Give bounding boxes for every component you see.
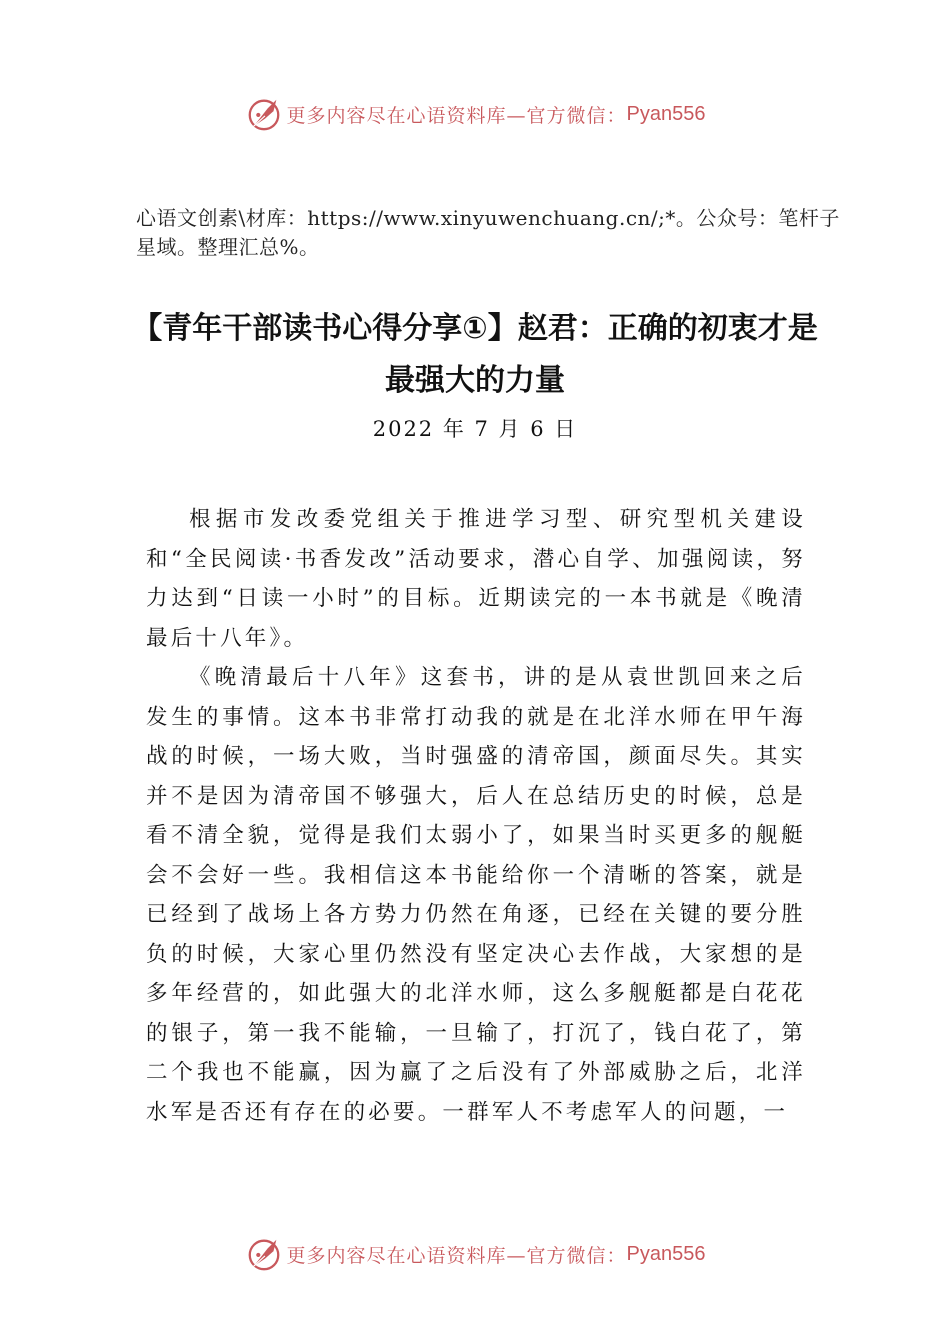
paragraph: 《晚清最后十八年》这套书，讲的是从袁世凯回来之后发生的事情。这本书非常打动我的就是在北洋水师在甲午海战的时候，一场大败，当时强盛的清帝国，颜面尽失。其实并不是因为清帝国不够强大，后人在总结历史的时候，总是看不清全貌，觉得是我们太弱小了，如果当时买更多的舰艇会不会好一些。我相信这本书能给你一个清晰的答案，就是已经到了战场上各方势力仍然在角逐，已经在关键的要分胜负的时候，大家心里仍然没有坚定决心去作战，大家想的是多年经营的，如此强大的北洋水师，这么多舰艇都是白花花的银子，第一我不能输，一旦输了，打沉了，钱白花了，第二个我也不能赢，因为赢了之后没有了外部威胁之后，北洋水军是否还有存在的必要。一群军人不考虑军人的问题，一 (146, 665, 806, 1125)
wechat-id: Pyan556 (626, 102, 706, 125)
article-title: 【青年干部读书心得分享①】赵君：正确的初衷才是最强大的力量 (132, 311, 818, 398)
quill-pen-icon (245, 95, 283, 133)
article-date: 2022 年 7 月 6 日 (372, 417, 578, 441)
banner-text: 更多内容尽在心语资料库—官方微信： (286, 1244, 627, 1267)
paragraph: 根据市发改委党组关于推进学习型、研究型机关建设和“全民阅读·书香发改”活动要求，潜心自学、加强阅读，努力达到“日读一小时”的目标。近期读完的一本书就是《晚清最后十八年》。 (146, 507, 806, 651)
header-banner (0, 94, 950, 134)
quill-pen-icon (245, 1235, 283, 1273)
wechat-id: Pyan556 (626, 1242, 706, 1265)
article-body (146, 500, 806, 1132)
footer-banner (0, 1234, 950, 1274)
source-note: 心语文创素\材库：https://www.xinyuwenchuang.cn/;*。公众号：笔杆子星域。整理汇总%。 (136, 206, 840, 259)
banner-text: 更多内容尽在心语资料库—官方微信： (286, 104, 627, 127)
